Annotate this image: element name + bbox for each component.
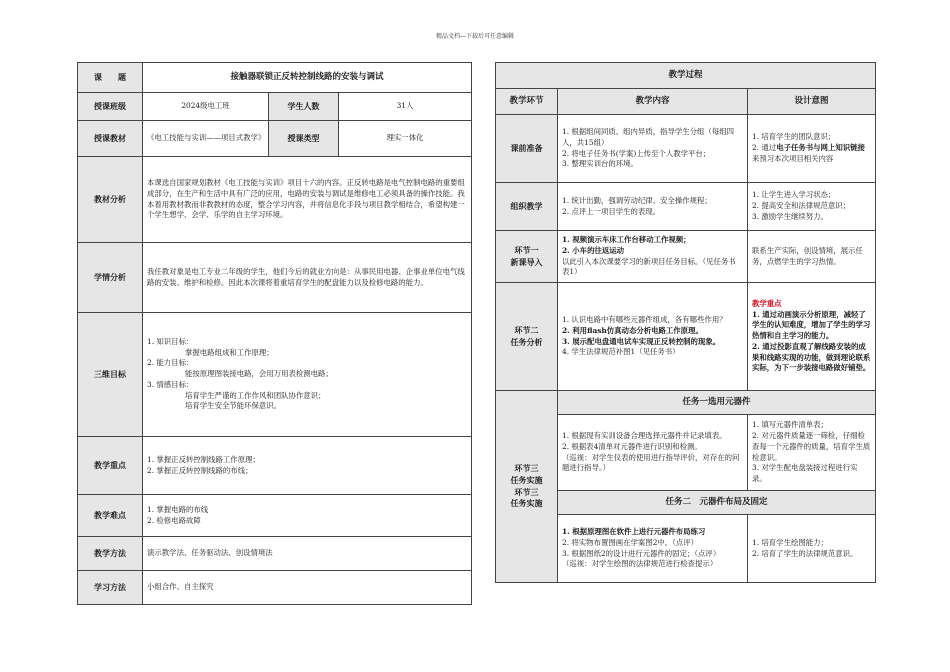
intent-line: 2. 对元器件质量逐一筛检，仔细检查每一个元器件的质量，培育学生质检意识。 <box>752 431 871 462</box>
intent-text: 2. 通过 <box>752 143 777 153</box>
intent-line: 1. 让学生进入学习状态； <box>752 190 836 200</box>
stage2-intent <box>748 283 876 391</box>
content-line: 3. 整理实训台的环境。 <box>562 159 638 169</box>
goal-line: 培育学生安全节能环保意识。 <box>185 401 282 411</box>
content-line: 2. 小车的往返运动 <box>562 245 625 255</box>
class-label: 授课班级 <box>78 93 143 121</box>
students-label: 学生人数 <box>269 93 339 121</box>
intent-line: 1. 培育学生绘图能力； <box>752 537 828 547</box>
intent-highlight: 教学重点 <box>752 298 782 308</box>
difficulty-point: 1. 掌握电路的布线 <box>147 504 209 514</box>
textbook-value: 《电工技能与实训——项目式教学》 <box>143 121 269 157</box>
teaching-process-table <box>495 62 876 583</box>
stage-label-line: 新课导入 <box>510 257 543 267</box>
content-line: 3. 根据图纸2的设计进行元器件的固定；（点评） <box>562 548 721 558</box>
content-line: 4. 学生法律规范补图1（见任务书） <box>562 347 680 357</box>
stage-label-line: 环节一 <box>514 245 539 255</box>
stage-label-line: 任务分析 <box>510 337 543 347</box>
task2-content <box>558 515 748 583</box>
material-label: 教材分析 <box>78 157 143 243</box>
key-points <box>143 437 472 495</box>
content-line: 2. 利用flash仿真动态分析电路工作原理。 <box>562 325 703 335</box>
stage-label-line: 环节三 <box>514 487 539 497</box>
task2-intent <box>748 515 876 583</box>
intent-line: 1. 通过动画演示分析原理，减轻了学生的认知难度，增加了学生的学习热情和自主学习的能力。 <box>752 309 871 341</box>
intent-line: 2. 提高安全和法律规范意识； <box>752 201 851 211</box>
stage-label-line: 环节三 <box>514 464 539 474</box>
difficulty-point: 2. 检修电路故障 <box>147 515 201 525</box>
material-text: 本课选自国家规划教材《电工技能与实训》项目十六的内容。正反转电路是电气控制电路的重要组成部分，在生产和生活中具有广泛的应用，电路的安装与调试是维修电工必须具备的操作技能。我本着用教材教而非教教材的态度，整合学习内容，并将信息化手段与项目教学相结合，希望构建一个学生想学、会学、乐学的自主学习环境。 <box>143 157 472 243</box>
content-line: （巡视：对学生仪表的使用进行指导评价，对存在的问题进行指导。） <box>562 452 740 473</box>
content-line: 3. 展示配电盘通电试车实现正反转控制的现象。 <box>562 336 721 346</box>
content-line: 1. 统计出勤，强调劳动纪律、安全操作规程； <box>562 195 712 205</box>
task1-title: 任务一选用元器件 <box>558 391 876 415</box>
intent-line: 1. 培育学生的团队意识； <box>752 132 836 142</box>
content-line: 2. 点评上一项目学生的表现。 <box>562 206 661 216</box>
prep-intent <box>748 115 876 183</box>
org-intent <box>748 183 876 231</box>
intent-text: 来预习本次项目相关内容 <box>752 153 834 163</box>
learning-text: 小组合作、自主探究 <box>143 571 472 605</box>
content-line: 1. 视频演示车床工作台移动工作视频； <box>562 235 691 245</box>
task1-content <box>558 415 748 491</box>
stage1-content <box>558 231 748 283</box>
content-line: 2. 根据表4清单对元器件进行识别和检测。 <box>562 441 702 451</box>
intent-bold: 电子任务书与网上知识链接 <box>776 143 865 153</box>
key-point: 2. 掌握正反转控制线路的布线； <box>147 465 253 475</box>
course-label: 课 题 <box>78 63 143 93</box>
student-text: 我任教对象是电工专业二年级的学生，他们今后的就业方向是：从事民用电器、企事业单位电气线路的安装、维护和检修。因此本次课将着重培育学生的配盘能力以及检修电路的能力。 <box>143 243 472 313</box>
stage3-label <box>496 391 558 583</box>
type-value: 理实一体化 <box>339 121 472 157</box>
intent-line: 3. 激励学生继续努力。 <box>752 211 828 221</box>
intent-line <box>752 143 871 164</box>
content-line: 1. 认识电路中有哪些元器件组成，各有哪些作用？ <box>562 315 727 325</box>
goal-line: 2. 能力目标： <box>147 358 194 368</box>
goals-list <box>143 313 472 437</box>
goal-line: 能按原理图装接电路，会用万用表检测电路； <box>185 369 333 379</box>
goal-line: 1. 知识目标： <box>147 336 194 346</box>
goal-line: 3. 情感目标： <box>147 379 194 389</box>
process-title: 教学过程 <box>496 63 876 89</box>
intent-line: 2. 通过投影直观了解线路安装的成果和线路实现的功能，做到理论联系实际，为下一步装接电路做好铺垫。 <box>752 341 871 373</box>
class-value: 2024级电工班 <box>143 93 269 121</box>
stage-label-line: 任务实施 <box>510 499 543 509</box>
key-label: 教学重点 <box>78 437 143 495</box>
task2-title: 任务二 元器件布局及固定 <box>558 491 876 515</box>
lesson-info-table <box>77 62 472 605</box>
student-label: 学情分析 <box>78 243 143 313</box>
intent-line: 2. 培育了学生的法律规范意识。 <box>752 548 858 558</box>
content-line: （巡视：对学生绘图的法律规范进行检查提示） <box>562 559 718 569</box>
course-title: 接触器联锁正反转控制线路的安装与调试 <box>143 63 472 93</box>
content-line: 以此引入本次课要学习的新项目任务目标。（见任务书表1） <box>562 256 736 277</box>
stage-label-line: 环节二 <box>514 325 539 335</box>
col-content: 教学内容 <box>558 89 748 115</box>
type-label: 授课类型 <box>269 121 339 157</box>
col-intent: 设计意图 <box>748 89 876 115</box>
stage1-intent: 联系生产实际，创设情境，展示任务，点燃学生的学习热情。 <box>748 231 876 283</box>
prep-content <box>558 115 748 183</box>
org-content <box>558 183 748 231</box>
stage2-content <box>558 283 748 391</box>
org-label: 组织教学 <box>496 183 558 231</box>
difficulty-points <box>143 495 472 537</box>
prep-label: 课前准备 <box>496 115 558 183</box>
textbook-label: 授课教材 <box>78 121 143 157</box>
difficulty-label: 教学难点 <box>78 495 143 537</box>
stage2-label <box>496 283 558 391</box>
content-line: 2. 将电子任务书(学案)上传至个人教学平台； <box>562 148 711 158</box>
content-line: 2. 将实物布置图画在学案图2中。（点评） <box>562 537 699 547</box>
learning-label: 学习方法 <box>78 571 143 605</box>
intent-line: 1. 填写元器件清单表； <box>752 420 828 430</box>
content-line: 1. 根据现有实训设备合理选择元器件并记录填表。 <box>562 431 727 441</box>
students-value: 31人 <box>339 93 472 121</box>
goal-line: 掌握电路组成和工作原理； <box>185 347 274 357</box>
goals-label: 三维目标 <box>78 313 143 437</box>
goal-line: 培育学生严谨的工作作风和团队协作意识； <box>185 390 326 400</box>
intent-line: 3. 对学生配电盘装接过程进行实录。 <box>752 463 858 483</box>
stage1-label <box>496 231 558 283</box>
task1-intent <box>748 415 876 491</box>
key-point: 1. 掌握正反转控制线路工作原理； <box>147 454 260 464</box>
content-line: 1. 根据组间同质、组内异质，指导学生分组（每组四人，共15组） <box>562 127 734 147</box>
content-line: 1. 根据原理图在软件上进行元器件布局练习 <box>562 527 706 537</box>
page-header-text: 精品文档---下载后可任意编辑 <box>435 33 515 40</box>
stage-label-line: 任务实施 <box>510 475 543 485</box>
method-text: 演示教学法、任务驱动法、创设情境法 <box>143 537 472 571</box>
method-label: 教学方法 <box>78 537 143 571</box>
col-stage: 教学环节 <box>496 89 558 115</box>
